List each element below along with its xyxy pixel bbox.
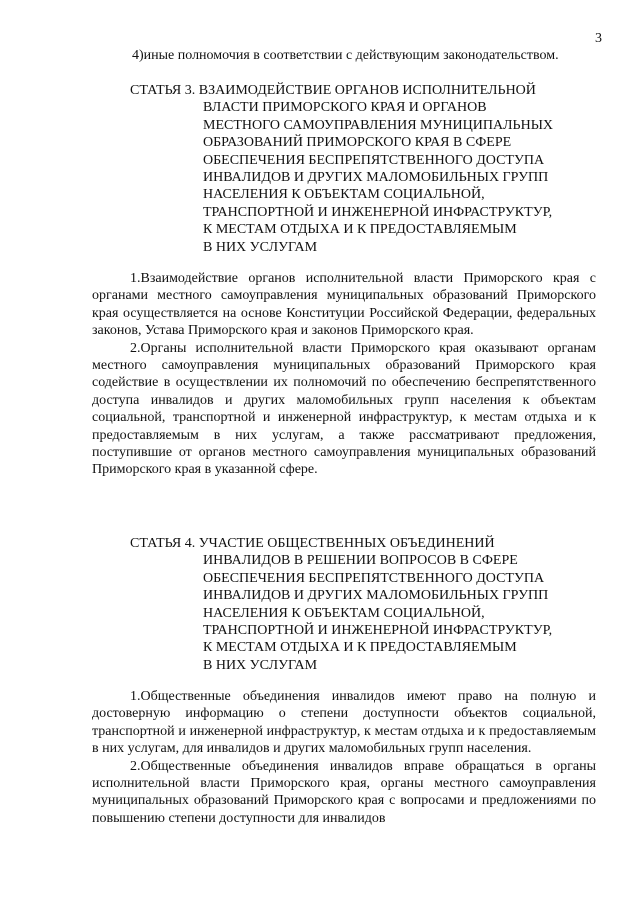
article-4-paragraph-2: 2.Общественные объединения инвалидов вправе обращаться в органы исполнительной власти Приморского края, органы местного самоуправления муниципальных образований Приморского края с вопросами и предложениями по повышению степени доступности для инвалидов [92,758,596,826]
article-4-title-line: ИНВАЛИДОВ В РЕШЕНИИ ВОПРОСОВ В СФЕРЕ [203,553,518,569]
intro-line: 4)иные полномочия в соответствии с действующим законодательством. [132,48,559,63]
article-3-title-line: ОБЕСПЕЧЕНИЯ БЕСПРЕПЯТСТВЕННОГО ДОСТУПА [203,152,545,168]
article-3-title-line: В НИХ УСЛУГАМ [203,239,318,255]
article-4-title-line: УЧАСТИЕ ОБЩЕСТВЕННЫХ ОБЪЕДИНЕНИЙ [198,536,495,551]
article-4-label: СТАТЬЯ 4. [130,536,196,551]
page-number: 3 [595,31,602,46]
article-4-title-line: ИНВАЛИДОВ И ДРУГИХ МАЛОМОБИЛЬНЫХ ГРУПП [203,588,549,604]
article-4-title-line: К МЕСТАМ ОТДЫХА И К ПРЕДОСТАВЛЯЕМЫМ [203,640,517,656]
article-4-title-line: ОБЕСПЕЧЕНИЯ БЕСПРЕПЯТСТВЕННОГО ДОСТУПА [203,570,545,586]
article-3-paragraph-2: 2.Органы исполнительной власти Приморского края оказывают органам местного самоуправления муниципальных образований Приморского края содействие в осуществлении их полномочий по обеспечению беспрепятственного доступа инвалидов и других маломобильных групп населения к объектам социальной, транспортной и инженерной инфраструктур, к местам отдыха и к предоставляемым в них услугам, а также рассматривают предложения, поступившие от органов местного самоуправления муниципальных образований Приморского края в указанной сфере. [92,340,596,478]
article-3-title-line: ВЗАИМОДЕЙСТВИЕ ОРГАНОВ ИСПОЛНИТЕЛЬНОЙ [198,83,536,98]
article-3-title-line: ВЛАСТИ ПРИМОРСКОГО КРАЯ И ОРГАНОВ [203,100,487,116]
article-3-title-line: ТРАНСПОРТНОЙ И ИНЖЕНЕРНОЙ ИНФРАСТРУКТУР, [203,204,553,220]
article-3-title-line: НАСЕЛЕНИЯ К ОБЪЕКТАМ СОЦИАЛЬНОЙ, [203,187,485,203]
article-3-heading [130,82,553,256]
article-4-body [92,688,596,827]
article-4-paragraph-1: 1.Общественные объединения инвалидов имеют право на полную и достоверную информацию о степени доступности объектов социальной, транспортной и инженерной инфраструктур, к местам отдыха и к предоставляемым в них услугам, для инвалидов и других маломобильных групп населения. [92,689,596,757]
article-4-title-line: ТРАНСПОРТНОЙ И ИНЖЕНЕРНОЙ ИНФРАСТРУКТУР, [203,623,553,639]
article-3-title-line: МЕСТНОГО САМОУПРАВЛЕНИЯ МУНИЦИПАЛЬНЫХ [203,117,554,133]
article-4-title-line: НАСЕЛЕНИЯ К ОБЪЕКТАМ СОЦИАЛЬНОЙ, [203,605,485,621]
article-4-heading [130,535,552,674]
article-3-title-line: К МЕСТАМ ОТДЫХА И К ПРЕДОСТАВЛЯЕМЫМ [203,222,517,238]
article-4-title-line: В НИХ УСЛУГАМ [203,657,318,673]
article-3-heading-first-row [130,82,553,99]
article-3-paragraph-1: 1.Взаимодействие органов исполнительной власти Приморского края с органами местного самоуправления муниципальных образований Приморского края осуществляется на основе Конституции Российской Федерации, федеральных законов, Устава Приморского края и законов Приморского края. [92,271,596,339]
article-3-label: СТАТЬЯ 3. [130,83,196,98]
article-3-body [92,270,596,479]
article-4-heading-first-row [130,535,552,552]
article-3-title-line: ОБРАЗОВАНИЙ ПРИМОРСКОГО КРАЯ В СФЕРЕ [203,135,512,151]
article-3-title-line: ИНВАЛИДОВ И ДРУГИХ МАЛОМОБИЛЬНЫХ ГРУПП [203,170,549,186]
